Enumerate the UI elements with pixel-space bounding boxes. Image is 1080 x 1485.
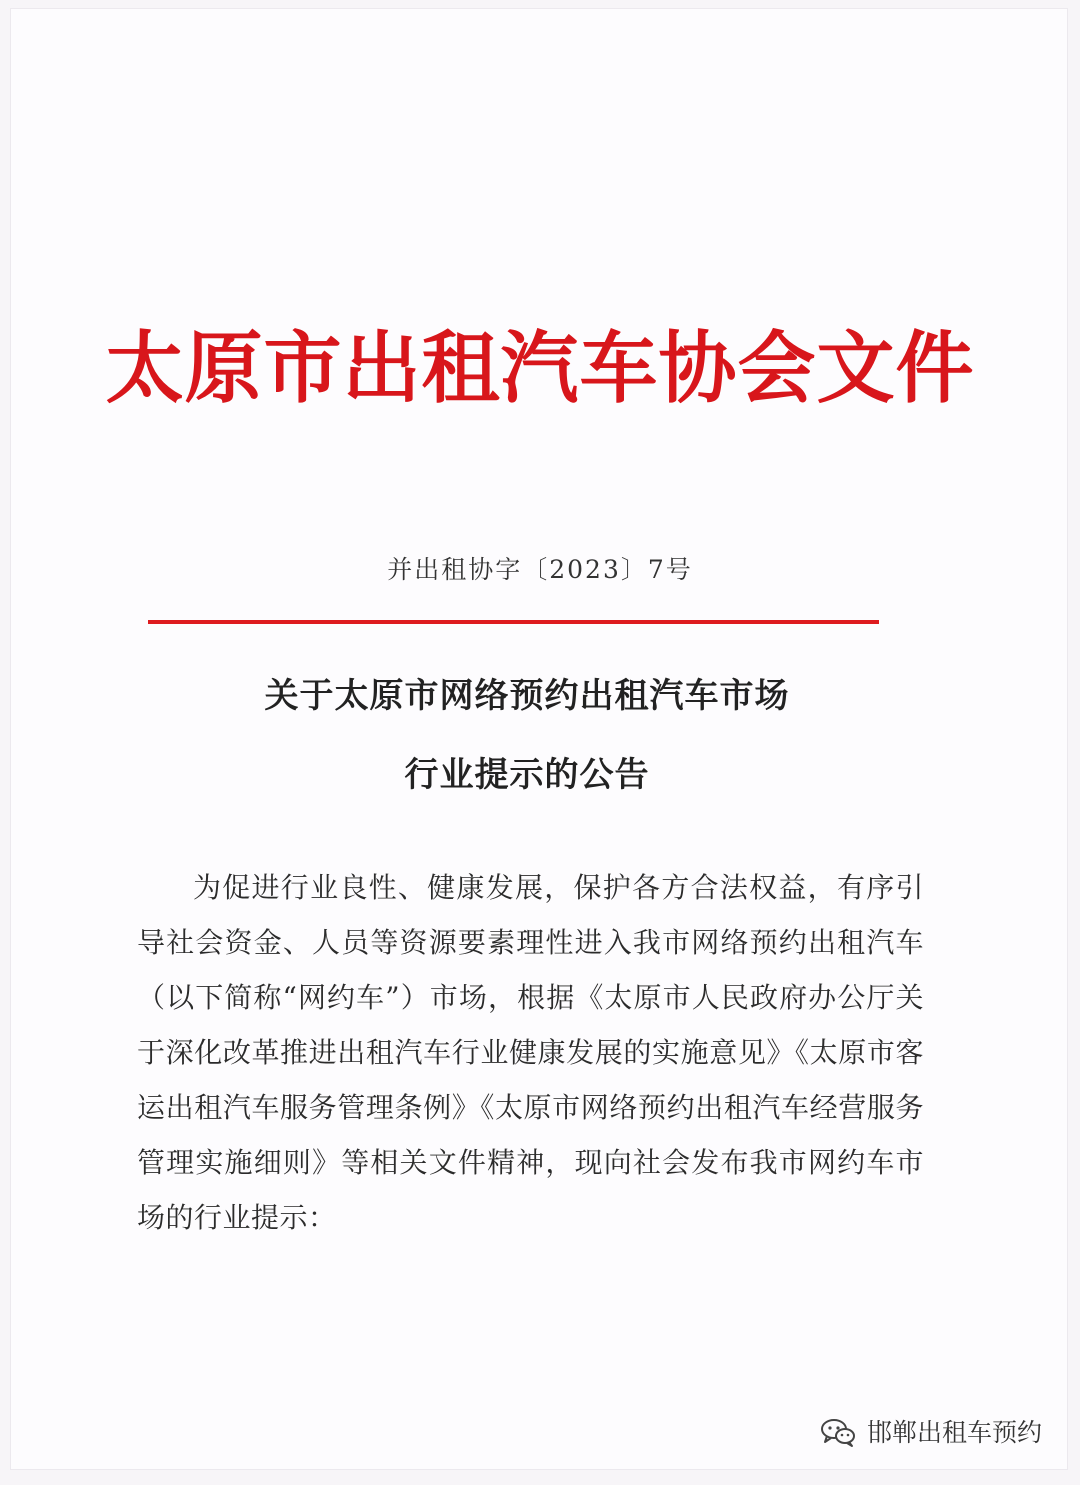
wechat-icon — [820, 1417, 857, 1448]
document-page — [10, 8, 1068, 1470]
subject-title-line-1: 关于太原市网络预约出租汽车市场 — [264, 676, 790, 716]
wechat-watermark — [820, 1417, 1042, 1448]
document-header-title: 太原市出租汽车协会文件 — [105, 324, 975, 414]
body-paragraph: 为促进行业良性、健康发展，保护各方合法权益，有序引导社会资金、人员等资源要素理性进入我市网络预约出租汽车（以下简称“网约车”）市场，根据《太原市人民政府办公厅关于深化改革推进出租汽车行业健康发展的实施意见》《太原市客运出租汽车服务管理条例》《太原市网络预约出租汽车经营服务管理实施细则》等相关文件精神，现向社会发布我市网约车市场的行业提示： — [137, 871, 924, 1234]
subject-title-line-2: 行业提示的公告 — [404, 755, 650, 795]
document-number: 并出租协字〔2023〕7号 — [387, 555, 693, 584]
watermark-text: 邯郸出租车预约 — [866, 1418, 1042, 1447]
red-divider-line — [148, 620, 879, 624]
